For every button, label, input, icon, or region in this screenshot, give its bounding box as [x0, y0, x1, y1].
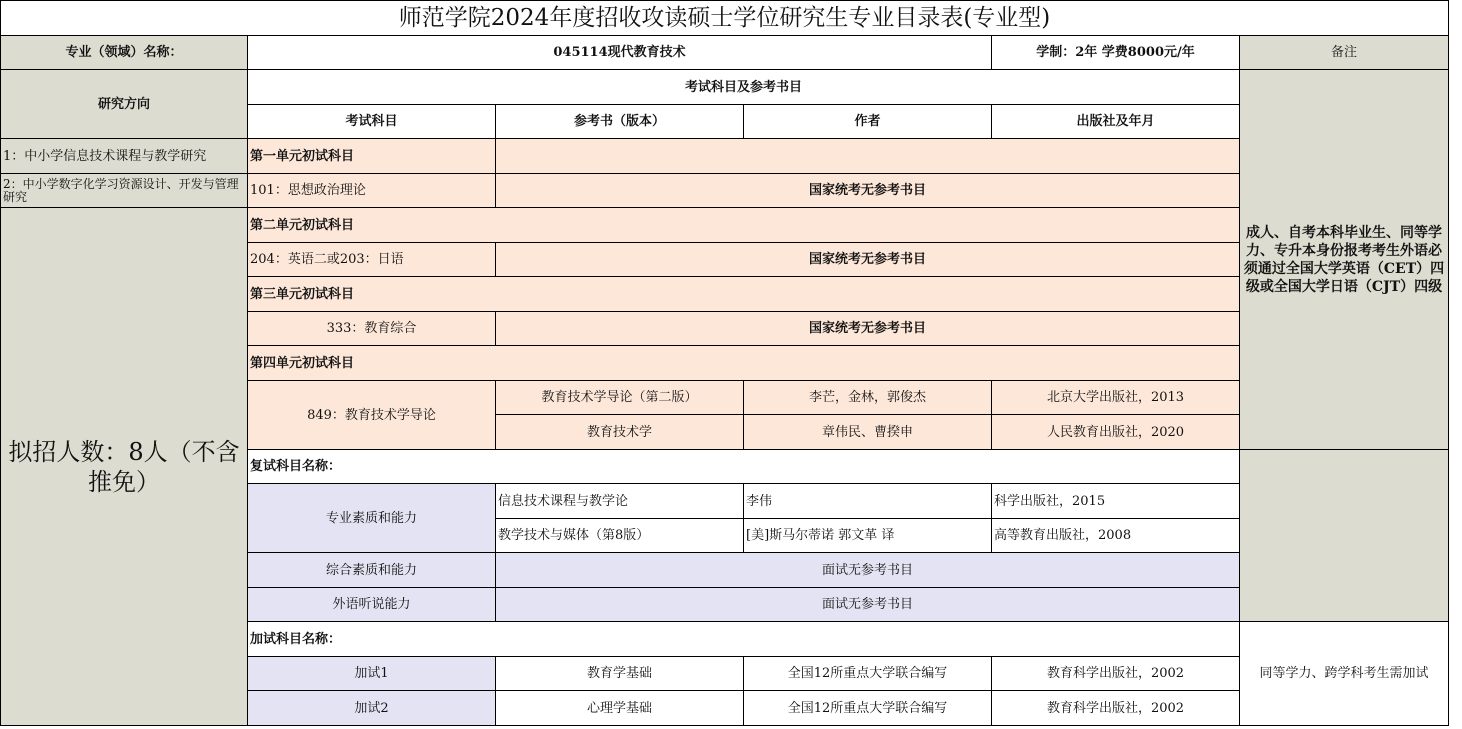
- extra-1-book: 教育学基础: [496, 657, 744, 691]
- extra-2-book: 心理学基础: [496, 691, 744, 726]
- unit-3-label: 第三单元初试科目: [248, 277, 1240, 312]
- retest-book-1: 信息技术课程与教学论: [496, 484, 744, 519]
- duration-fee: 学制：2年 学费8000元/年: [992, 36, 1240, 70]
- retest-no-ref-1: 面试无参考书目: [496, 553, 1240, 588]
- author-1: 李芒，金林，郭俊杰: [744, 381, 992, 415]
- retest-subject-3: 外语听说能力: [248, 588, 496, 622]
- direction-label: 研究方向: [1, 70, 248, 139]
- retest-no-ref-2: 面试无参考书目: [496, 588, 1240, 622]
- exam-group-header: 考试科目及参考书目: [248, 70, 1240, 105]
- major-value: 045114现代教育技术: [248, 36, 992, 70]
- retest-author-1: 李伟: [744, 484, 992, 519]
- publisher-1: 北京大学出版社，2013: [992, 381, 1240, 415]
- unit-4-label: 第四单元初试科目: [248, 346, 1240, 381]
- extra-2-publisher: 教育科学出版社，2002: [992, 691, 1240, 726]
- subject-204: 204：英语二或203：日语: [248, 243, 496, 277]
- retest-book-2: 教学技术与媒体（第8版）: [496, 519, 744, 553]
- publisher-2: 人民教育出版社，2020: [992, 415, 1240, 450]
- major-label: 专业（领域）名称：: [1, 36, 248, 70]
- retest-subject-2: 综合素质和能力: [248, 553, 496, 588]
- enrollment-count: 拟招人数：8人（不含推免）: [1, 208, 248, 726]
- unit-1-blank: [496, 139, 1240, 174]
- col-header-publisher: 出版社及年月: [992, 105, 1240, 139]
- no-ref-3: 国家统考无参考书目: [496, 312, 1240, 346]
- extra-2-name: 加试2: [248, 691, 496, 726]
- extra-label: 加试科目名称：: [248, 622, 1240, 657]
- page-title: 师范学院2024年度招收攻读硕士学位研究生专业目录表(专业型): [1, 1, 1449, 36]
- author-2: 章伟民、曹揆申: [744, 415, 992, 450]
- extra-1-author: 全国12所重点大学联合编写: [744, 657, 992, 691]
- subject-333: 333：教育综合: [248, 312, 496, 346]
- extra-1-publisher: 教育科学出版社，2002: [992, 657, 1240, 691]
- col-header-author: 作者: [744, 105, 992, 139]
- no-ref-1: 国家统考无参考书目: [496, 174, 1240, 208]
- col-header-subject: 考试科目: [248, 105, 496, 139]
- remarks-header: 备注: [1240, 36, 1449, 70]
- retest-label: 复试科目名称：: [248, 450, 1240, 484]
- subject-101: 101：思想政治理论: [248, 174, 496, 208]
- no-ref-2: 国家统考无参考书目: [496, 243, 1240, 277]
- retest-publisher-2: 高等教育出版社，2008: [992, 519, 1240, 553]
- subject-849: 849：教育技术学导论: [248, 381, 496, 450]
- unit-1-label: 第一单元初试科目: [248, 139, 496, 174]
- extra-remark: 同等学力、跨学科考生需加试: [1240, 622, 1449, 726]
- col-header-book: 参考书（版本）: [496, 105, 744, 139]
- direction-2: 2：中小学数字化学习资源设计、开发与管理研究: [1, 174, 248, 208]
- extra-1-name: 加试1: [248, 657, 496, 691]
- book-2: 教育技术学: [496, 415, 744, 450]
- book-1: 教育技术学导论（第二版）: [496, 381, 744, 415]
- retest-publisher-1: 科学出版社，2015: [992, 484, 1240, 519]
- direction-1: 1：中小学信息技术课程与教学研究: [1, 139, 248, 174]
- extra-2-author: 全国12所重点大学联合编写: [744, 691, 992, 726]
- retest-remark-blank: [1240, 450, 1449, 622]
- unit-2-label: 第二单元初试科目: [248, 208, 1240, 243]
- initial-remark: 成人、自考本科毕业生、同等学力、专升本身份报考考生外语必须通过全国大学英语（CET）四级或全国大学日语（CJT）四级: [1240, 70, 1449, 450]
- retest-author-2: [美]斯马尔蒂诺 郭文革 译: [744, 519, 992, 553]
- retest-subject-1: 专业素质和能力: [248, 484, 496, 553]
